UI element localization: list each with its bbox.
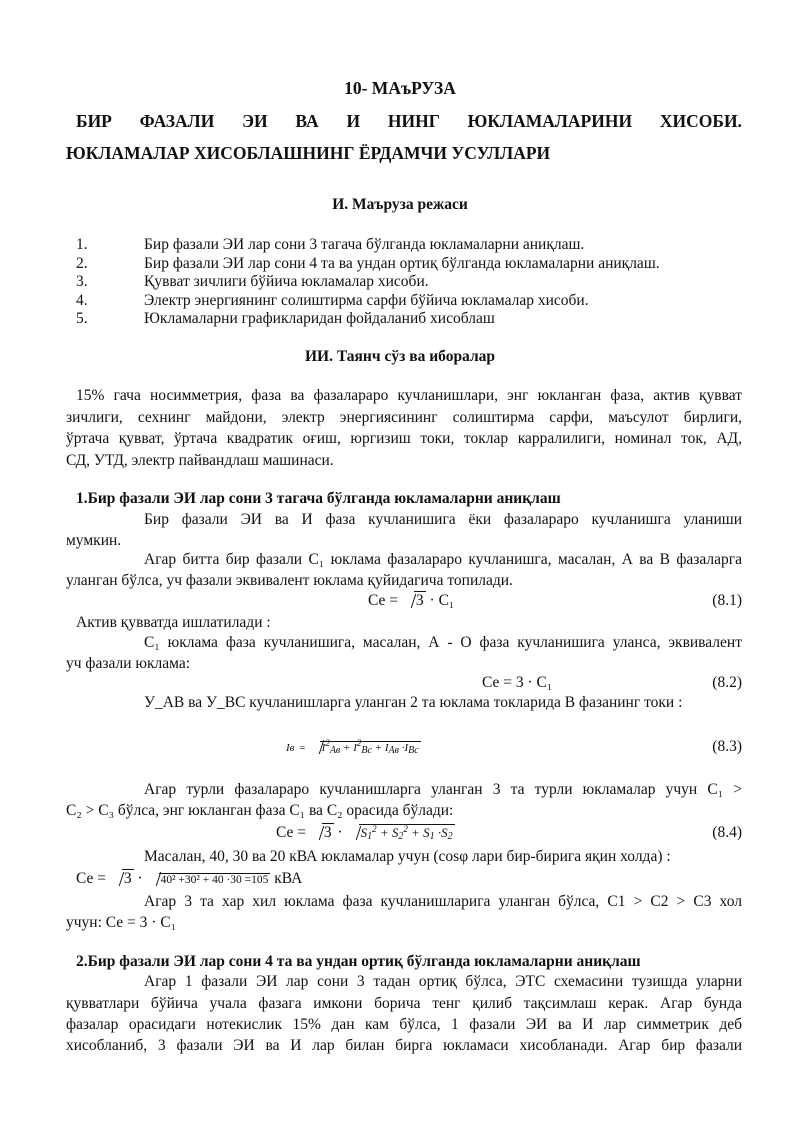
equation-number: (8.3): [712, 738, 742, 755]
plan-item-text: Юкламаларни графикларидан фойдаланиб хисоблаш: [144, 310, 495, 327]
sqrt-symbol: [147, 868, 271, 891]
equation-8-1: [368, 590, 454, 612]
sqrt-symbol: [402, 590, 426, 612]
equation-number: (8.1): [712, 592, 742, 609]
title-word: ФАЗАЛИ: [139, 111, 215, 131]
paragraph-line: мумкин.: [66, 532, 122, 549]
paragraph-line: Агар 1 фазали ЭИ лар сони 3 тадан ортиқ бўлса, ЭТС схемасини тузишда уларни: [144, 973, 742, 990]
sqrt-symbol: [310, 822, 334, 844]
equation-8-4: Се = $3 \cdot S_1^2 + S_2^2 + S_1 \cdot S_2$: [276, 824, 453, 842]
title-word: И: [346, 111, 361, 131]
paragraph-line: У_АВ ва У_ВС кучланишларга уланган 2 та юклама токларида В фазанинг токи :: [144, 694, 683, 711]
lecture-number: 10- МАъРУЗА: [344, 78, 456, 98]
paragraph-line: хисобланиб, 3 фазали ЭИ ва И лар билан бирга юкламаси хисобланади. Агар бир фазали: [66, 1037, 742, 1054]
title-word: ВА: [295, 111, 319, 131]
equation-lhs: I: [286, 742, 290, 754]
keywords-line: ўртача қувват, ўртача квадратик оғиш, юргизиш токи, токлар карралилиги, номинал ток, АД,: [66, 430, 742, 447]
section-2-heading: 2.Бир фазали ЭИ лар сони 4 та ва ундан ортиқ бўлганда юкламаларни аниқлаш: [76, 953, 641, 970]
equation-lhs: Се =: [276, 824, 307, 841]
plan-item-number: 1.: [76, 236, 88, 253]
plan-item-text: Қувват зичлиги бўйича юкламалар хисоби.: [144, 273, 429, 290]
radicand: 40² +30² + 40 ·30 =105: [160, 874, 269, 886]
sqrt-symbol: $S_1^2 + S_2^2 + S_1 \cdot S_2$: [347, 822, 455, 844]
paragraph-line: Актив қувватда ишлатилади :: [76, 614, 271, 631]
equation-number: (8.2): [712, 674, 742, 691]
paragraph-line: уланган бўлса, уч фазали эквивалент юклама қуйидагича топилади.: [66, 572, 513, 589]
example-equation: Се = 3 · 40² +30² + 40 ·30 =105 кВА: [76, 868, 302, 891]
plan-item-number: 4.: [76, 292, 88, 309]
paragraph-line: фазалар орасидаги нотекислик 15% дан кам бўлса, 1 фазали ЭИ ва И лар симметрик деб: [66, 1016, 742, 1033]
paragraph-line: Агар битта бир фазали С₁ юклама фазалараро кучланишга, масалан, А ва В фазаларга: [144, 551, 742, 568]
paragraph-line: Масалан, 40, 30 ва 20 кВА юкламалар учун (cosφ лари бир-бирига яқин холда) :: [144, 848, 671, 865]
section-1-heading: 1.Бир фазали ЭИ лар сони 3 тагача бўлганда юкламаларни аниқлаш: [76, 490, 561, 507]
plan-item-number: 5.: [76, 310, 88, 327]
equation-8-2: Се = 3 · С₁: [482, 674, 553, 691]
paragraph-line: Агар 3 та хар хил юклама фаза кучланишларига уланган бўлса, С1 > С2 > С3 хол: [144, 893, 742, 910]
plan-item-number: 2.: [76, 255, 88, 272]
plan-item-text: Электр энергиянинг солиштирма сарфи бўйича юкламалар хисоби.: [144, 292, 589, 309]
plan-item-text: Бир фазали ЭИ лар сони 3 тагача бўлганда юкламаларни аниқлаш.: [144, 236, 585, 253]
paragraph-line: учун: Се = 3 · С₁: [66, 914, 177, 931]
paragraph-line: С₂ > С₃ бўлса, энг юкланган фаза С₁ ва С₂ орасида бўлади:: [66, 802, 454, 819]
keywords-line: зичлиги, сехнинг майдони, электр энергиясининг солиштирма сарфи, маъсулот бирлиги,: [66, 409, 742, 426]
title-line-2: ЮКЛАМАЛАР ХИСОБЛАШНИНГ ЁРДАМЧИ УСУЛЛАРИ: [66, 143, 551, 163]
title-word: БИР: [76, 111, 112, 131]
sqrt-symbol: [110, 868, 134, 890]
plan-item-number: 3.: [76, 273, 88, 290]
equation-rhs: · С₁: [429, 592, 455, 609]
equation-lhs: Се =: [368, 592, 399, 609]
radicand: 3: [123, 870, 132, 887]
radicand: 3: [323, 824, 332, 841]
equation-lhs: Се =: [76, 870, 107, 887]
plan-heading: И. Маъруза режаси: [332, 196, 468, 213]
radicand: 3: [415, 592, 424, 609]
keywords-heading: ИИ. Таянч сўз ва иборалар: [304, 348, 496, 365]
title-word: ХИСОБИ.: [659, 111, 742, 131]
equation-number: (8.4): [712, 824, 742, 841]
paragraph-line: С₁ юклама фаза кучланишига, масалан, А - О фаза кучланишига уланса, эквивалент: [144, 634, 742, 651]
keywords-line: 15% гача носимметрия, фаза ва фазалараро кучланишлари, энг юкланган фаза, актив қувват: [76, 387, 742, 404]
title-word: НИНГ: [387, 111, 440, 131]
keywords-line: СД, УТД, электр пайвандлаш машинаси.: [66, 452, 334, 469]
title-word: ЮКЛАМАЛАРИНИ: [467, 111, 633, 131]
plan-item-text: Бир фазали ЭИ лар сони 4 та ва ундан ортиқ бўлганда юкламаларни аниқлаш.: [144, 255, 660, 272]
equation-8-3: Iв = $I^2_{Ав} + I^2_{Вс} + I_{Ав} \cdot I_{Вс}$: [286, 736, 421, 759]
paragraph-line: Агар турли фазалараро кучланишларга уланган 3 та турли юкламалар учун С₁ >: [144, 781, 742, 798]
paragraph-line: Бир фазали ЭИ ва И фаза кучланишига ёки фазалараро кучланишга уланиши: [144, 511, 742, 528]
paragraph-line: уч фазали юклама:: [66, 655, 190, 672]
title-word: ЭИ: [242, 111, 268, 131]
unit-label: кВА: [274, 870, 303, 887]
title-line-1: [76, 110, 742, 132]
sqrt-symbol: $I^2_{Ав} + I^2_{Вс} + I_{Ав} \cdot I_{Вс}$: [310, 736, 421, 759]
paragraph-line: қувватлари бўйича учала фазага имкони борича тенг қилиб тақсимлаш керак. Агар бунда: [66, 995, 742, 1012]
